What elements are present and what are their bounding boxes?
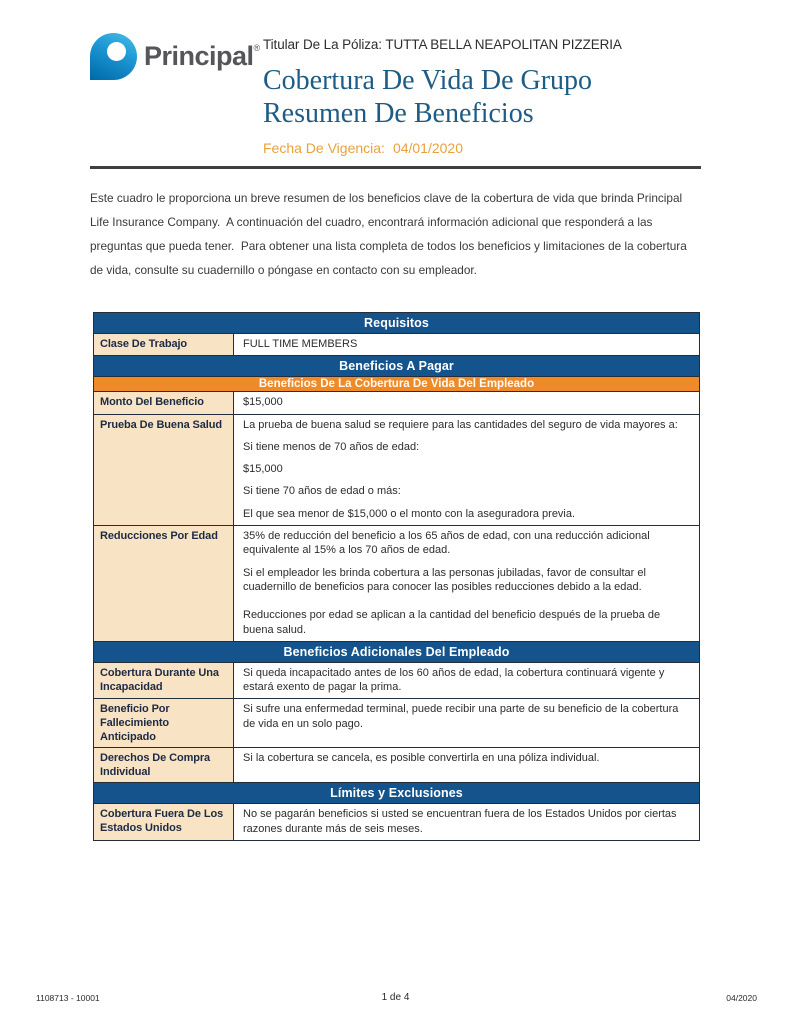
principal-p-droplet-icon <box>90 33 137 80</box>
table-row <box>94 699 700 748</box>
row-value-derechos-de-compra: Si la cobertura se cancela, es posible convertirla en una póliza individual. <box>234 748 700 783</box>
footer-page-indicator: 1 de 4 <box>381 992 410 1003</box>
policy-holder-line: Titular De La Póliza: TUTTA BELLA NEAPOLITAN PIZZERIA <box>263 37 622 52</box>
row-value-monto-del-beneficio: $15,000 <box>234 392 700 414</box>
row-label-prueba-de-buena-salud: Prueba De Buena Salud <box>94 414 234 525</box>
header-text-block <box>263 33 622 156</box>
row-value-reducciones-por-edad: 35% de reducción del beneficio a los 65 años de edad, con una reducción adicional equivalente al 15% a los 70 años de edad. Si el empleador les brinda cobertura a las personas jubiladas, favor de consultar el cuadernillo de beneficios para conocer las posibles reducciones debido a la edad. Reducciones por edad se aplican a la cantidad del beneficio después de la prueba de buena salud. <box>234 526 700 642</box>
footer-date: 04/2020 <box>726 993 757 1003</box>
logo-counter-hole <box>107 42 126 61</box>
intro-paragraph: Este cuadro le proporciona un breve resumen de los beneficios clave de la cobertura de vida que brinda Principal Life Insurance Company. A continuación del cuadro, encontrará información adicional que responderá a las preguntas que pueda tener. Para obtener una lista completa de todos los beneficios y limitaciones de la cobertura de vida, consulte su cuadernillo o póngase en contacto con su empleador. <box>90 191 691 277</box>
section-header-beneficios-a-pagar: Beneficios A Pagar <box>94 356 700 377</box>
row-label-reducciones-por-edad: Reducciones Por Edad <box>94 526 234 642</box>
row-value-cobertura-fuera-eeuu: No se pagarán beneficios si usted se encuentran fuera de los Estados Unidos por ciertas razones durante más de seis meses. <box>234 804 700 841</box>
section-header-requisitos: Requisitos <box>94 313 700 334</box>
table-row <box>94 804 700 841</box>
table-row <box>94 356 700 377</box>
section-header-limites-y-exclusiones: Límites y Exclusiones <box>94 783 700 804</box>
row-label-cobertura-incapacidad: Cobertura Durante Una Incapacidad <box>94 662 234 699</box>
row-value-prueba-de-buena-salud: La prueba de buena salud se requiere para las cantidades del seguro de vida mayores a: Si tiene menos de 70 años de edad: $15,000 Si tiene 70 años de edad o más: El que sea menor de $15,000 o el monto con la aseguradora previa. <box>234 414 700 525</box>
page-title <box>263 64 622 130</box>
principal-logo <box>90 33 263 80</box>
table-row <box>94 662 700 699</box>
table-row <box>94 641 700 662</box>
table-row <box>94 313 700 334</box>
table-row <box>94 414 700 525</box>
table-row <box>94 783 700 804</box>
benefits-summary-table <box>93 312 700 841</box>
logo-wordmark <box>144 43 260 70</box>
table-row <box>94 377 700 392</box>
header-divider-rule <box>90 166 701 169</box>
page-title-line2: Resumen De Beneficios <box>263 98 534 129</box>
page-title-line1: Cobertura De Vida De Grupo <box>263 65 593 96</box>
table-row <box>94 334 700 356</box>
row-value-cobertura-incapacidad: Si queda incapacitado antes de los 60 años de edad, la cobertura continuará vigente y estará exento de pagar la prima. <box>234 662 700 699</box>
row-value-clase-de-trabajo: FULL TIME MEMBERS <box>234 334 700 356</box>
row-value-fallecimiento-anticipado: Si sufre una enfermedad terminal, puede recibir una parte de su beneficio de la cobertura de vida en un solo pago. <box>234 699 700 748</box>
registered-trademark-symbol: ® <box>253 43 260 53</box>
row-label-derechos-de-compra: Derechos De Compra Individual <box>94 748 234 783</box>
effective-date-line <box>263 140 622 156</box>
subsection-header-cobertura-vida-empleado: Beneficios De La Cobertura De Vida Del Empleado <box>94 377 700 392</box>
row-label-fallecimiento-anticipado: Beneficio Por Fallecimiento Anticipado <box>94 699 234 748</box>
page-header <box>0 0 791 156</box>
table-row <box>94 392 700 414</box>
row-label-monto-del-beneficio: Monto Del Beneficio <box>94 392 234 414</box>
effective-date-label: Fecha De Vigencia: <box>263 140 385 156</box>
page-footer <box>0 991 791 1003</box>
row-label-clase-de-trabajo: Clase De Trabajo <box>94 334 234 356</box>
row-label-cobertura-fuera-eeuu: Cobertura Fuera De Los Estados Unidos <box>94 804 234 841</box>
section-header-beneficios-adicionales: Beneficios Adicionales Del Empleado <box>94 641 700 662</box>
table-row <box>94 748 700 783</box>
table-row <box>94 526 700 642</box>
logo-wordmark-text: Principal <box>144 41 254 71</box>
effective-date-value: 04/01/2020 <box>392 140 464 156</box>
footer-form-number: 1108713 - 10001 <box>36 993 100 1003</box>
